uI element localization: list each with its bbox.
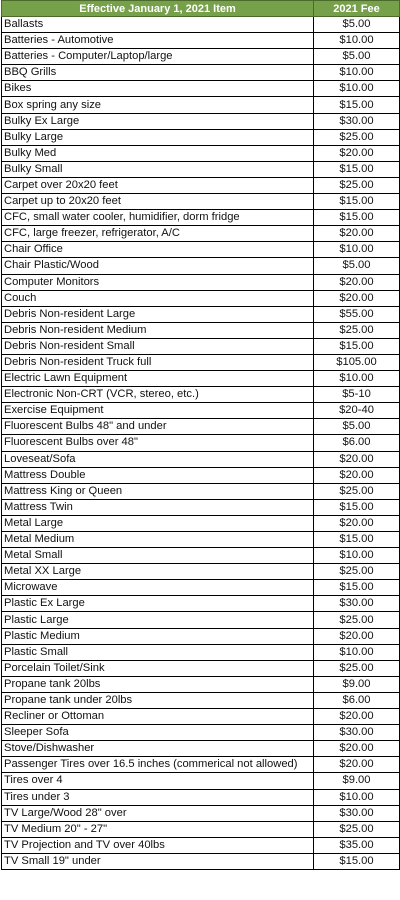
fee-cell: $20.00 xyxy=(314,145,400,161)
fee-cell: $10.00 xyxy=(314,33,400,49)
fee-cell: $10.00 xyxy=(314,81,400,97)
table-row xyxy=(2,821,400,837)
item-cell: Metal Large xyxy=(2,515,314,531)
fee-cell: $35.00 xyxy=(314,837,400,853)
table-row xyxy=(2,692,400,708)
item-cell: Plastic Large xyxy=(2,612,314,628)
item-cell: Chair Plastic/Wood xyxy=(2,258,314,274)
fee-cell: $25.00 xyxy=(314,129,400,145)
table-row xyxy=(2,709,400,725)
fee-cell: $20.00 xyxy=(314,290,400,306)
table-row xyxy=(2,194,400,210)
item-cell: Porcelain Toilet/Sink xyxy=(2,660,314,676)
fee-cell: $5-10 xyxy=(314,387,400,403)
item-cell: Mattress Double xyxy=(2,467,314,483)
table-row xyxy=(2,33,400,49)
fee-cell: $10.00 xyxy=(314,789,400,805)
fee-cell: $20.00 xyxy=(314,274,400,290)
table-row xyxy=(2,564,400,580)
table-row xyxy=(2,226,400,242)
item-cell: Debris Non-resident Large xyxy=(2,306,314,322)
table-row xyxy=(2,387,400,403)
fee-cell: $30.00 xyxy=(314,113,400,129)
item-cell: Sleeper Sofa xyxy=(2,725,314,741)
item-cell: Chair Office xyxy=(2,242,314,258)
item-cell: TV Projection and TV over 40lbs xyxy=(2,837,314,853)
fee-cell: $15.00 xyxy=(314,580,400,596)
item-cell: Mattress Twin xyxy=(2,499,314,515)
fee-cell: $20.00 xyxy=(314,451,400,467)
item-cell: Metal Medium xyxy=(2,532,314,548)
item-cell: Computer Monitors xyxy=(2,274,314,290)
item-cell: Bulky Ex Large xyxy=(2,113,314,129)
item-cell: Carpet over 20x20 feet xyxy=(2,177,314,193)
table-row xyxy=(2,242,400,258)
item-cell: Plastic Ex Large xyxy=(2,596,314,612)
table-row xyxy=(2,596,400,612)
item-cell: Carpet up to 20x20 feet xyxy=(2,194,314,210)
item-cell: Debris Non-resident Small xyxy=(2,338,314,354)
item-cell: Bikes xyxy=(2,81,314,97)
fee-cell: $10.00 xyxy=(314,644,400,660)
fee-cell: $15.00 xyxy=(314,194,400,210)
fee-cell: $5.00 xyxy=(314,258,400,274)
fee-column-header: 2021 Fee xyxy=(314,1,400,17)
fee-cell: $10.00 xyxy=(314,242,400,258)
fee-cell: $9.00 xyxy=(314,676,400,692)
fee-cell: $30.00 xyxy=(314,725,400,741)
table-row xyxy=(2,161,400,177)
table-row xyxy=(2,805,400,821)
item-cell: Plastic Medium xyxy=(2,628,314,644)
table-row xyxy=(2,371,400,387)
fee-cell: $10.00 xyxy=(314,548,400,564)
table-row xyxy=(2,773,400,789)
table-row xyxy=(2,97,400,113)
item-cell: Electric Lawn Equipment xyxy=(2,371,314,387)
item-cell: Bulky Small xyxy=(2,161,314,177)
item-cell: Batteries - Automotive xyxy=(2,33,314,49)
item-cell: TV Large/Wood 28" over xyxy=(2,805,314,821)
fee-cell: $25.00 xyxy=(314,322,400,338)
fee-cell: $5.00 xyxy=(314,49,400,65)
table-row xyxy=(2,837,400,853)
item-cell: Tires under 3 xyxy=(2,789,314,805)
fee-table-header xyxy=(2,1,400,17)
item-cell: Recliner or Ottoman xyxy=(2,709,314,725)
item-cell: Loveseat/Sofa xyxy=(2,451,314,467)
table-row xyxy=(2,17,400,33)
fee-cell: $30.00 xyxy=(314,596,400,612)
table-row xyxy=(2,499,400,515)
item-cell: Box spring any size xyxy=(2,97,314,113)
fee-cell: $25.00 xyxy=(314,564,400,580)
fee-cell: $15.00 xyxy=(314,97,400,113)
item-cell: Microwave xyxy=(2,580,314,596)
fee-cell: $25.00 xyxy=(314,612,400,628)
fee-cell: $6.00 xyxy=(314,692,400,708)
fee-cell: $20.00 xyxy=(314,757,400,773)
item-cell: Mattress King or Queen xyxy=(2,483,314,499)
fee-cell: $6.00 xyxy=(314,435,400,451)
fee-cell: $15.00 xyxy=(314,499,400,515)
fee-cell: $25.00 xyxy=(314,177,400,193)
table-row xyxy=(2,419,400,435)
table-row xyxy=(2,129,400,145)
table-row xyxy=(2,660,400,676)
item-cell: Bulky Large xyxy=(2,129,314,145)
fee-cell: $5.00 xyxy=(314,419,400,435)
item-cell: Stove/Dishwasher xyxy=(2,741,314,757)
table-row xyxy=(2,548,400,564)
table-row xyxy=(2,354,400,370)
table-row xyxy=(2,483,400,499)
table-row xyxy=(2,81,400,97)
item-cell: Fluorescent Bulbs 48" and under xyxy=(2,419,314,435)
table-row xyxy=(2,789,400,805)
fee-cell: $20-40 xyxy=(314,403,400,419)
fee-cell: $10.00 xyxy=(314,65,400,81)
item-cell: Plastic Small xyxy=(2,644,314,660)
fee-cell: $20.00 xyxy=(314,709,400,725)
item-cell: CFC, small water cooler, humidifier, dorm fridge xyxy=(2,210,314,226)
table-row xyxy=(2,532,400,548)
fee-cell: $20.00 xyxy=(314,515,400,531)
item-cell: Metal XX Large xyxy=(2,564,314,580)
fee-cell: $9.00 xyxy=(314,773,400,789)
table-row xyxy=(2,65,400,81)
table-row xyxy=(2,725,400,741)
fee-cell: $20.00 xyxy=(314,628,400,644)
item-cell: Exercise Equipment xyxy=(2,403,314,419)
table-row xyxy=(2,451,400,467)
fee-cell: $30.00 xyxy=(314,805,400,821)
fee-cell: $10.00 xyxy=(314,371,400,387)
table-row xyxy=(2,338,400,354)
item-cell: Metal Small xyxy=(2,548,314,564)
fee-cell: $20.00 xyxy=(314,741,400,757)
fee-table-body xyxy=(2,17,400,870)
table-row xyxy=(2,612,400,628)
header-row xyxy=(2,1,400,17)
table-row xyxy=(2,741,400,757)
table-row xyxy=(2,322,400,338)
fee-cell: $105.00 xyxy=(314,354,400,370)
item-cell: Propane tank 20lbs xyxy=(2,676,314,692)
table-row xyxy=(2,210,400,226)
item-cell: Couch xyxy=(2,290,314,306)
table-row xyxy=(2,435,400,451)
fee-cell: $15.00 xyxy=(314,210,400,226)
fee-cell: $25.00 xyxy=(314,821,400,837)
fee-cell: $15.00 xyxy=(314,161,400,177)
item-cell: TV Medium 20" - 27" xyxy=(2,821,314,837)
item-cell: Batteries - Computer/Laptop/large xyxy=(2,49,314,65)
table-row xyxy=(2,258,400,274)
item-column-header: Effective January 1, 2021 Item xyxy=(2,1,314,17)
fee-cell: $15.00 xyxy=(314,853,400,869)
item-cell: Electronic Non-CRT (VCR, stereo, etc.) xyxy=(2,387,314,403)
table-row xyxy=(2,306,400,322)
fee-cell: $25.00 xyxy=(314,483,400,499)
item-cell: Tires over 4 xyxy=(2,773,314,789)
fee-cell: $5.00 xyxy=(314,17,400,33)
table-row xyxy=(2,177,400,193)
table-row xyxy=(2,853,400,869)
table-row xyxy=(2,49,400,65)
item-cell: TV Small 19" under xyxy=(2,853,314,869)
fee-cell: $20.00 xyxy=(314,467,400,483)
item-cell: Propane tank under 20lbs xyxy=(2,692,314,708)
item-cell: Debris Non-resident Truck full xyxy=(2,354,314,370)
table-row xyxy=(2,113,400,129)
item-cell: Debris Non-resident Medium xyxy=(2,322,314,338)
item-cell: CFC, large freezer, refrigerator, A/C xyxy=(2,226,314,242)
table-row xyxy=(2,676,400,692)
fee-table xyxy=(1,0,400,870)
item-cell: Bulky Med xyxy=(2,145,314,161)
table-row xyxy=(2,580,400,596)
table-row xyxy=(2,757,400,773)
table-row xyxy=(2,290,400,306)
fee-cell: $15.00 xyxy=(314,338,400,354)
item-cell: Fluorescent Bulbs over 48" xyxy=(2,435,314,451)
table-row xyxy=(2,467,400,483)
table-row xyxy=(2,628,400,644)
table-row xyxy=(2,515,400,531)
fee-cell: $55.00 xyxy=(314,306,400,322)
item-cell: Passenger Tires over 16.5 inches (commerical not allowed) xyxy=(2,757,314,773)
table-row xyxy=(2,274,400,290)
table-row xyxy=(2,644,400,660)
fee-cell: $20.00 xyxy=(314,226,400,242)
table-row xyxy=(2,403,400,419)
table-row xyxy=(2,145,400,161)
item-cell: Ballasts xyxy=(2,17,314,33)
fee-cell: $25.00 xyxy=(314,660,400,676)
fee-cell: $15.00 xyxy=(314,532,400,548)
item-cell: BBQ Grills xyxy=(2,65,314,81)
